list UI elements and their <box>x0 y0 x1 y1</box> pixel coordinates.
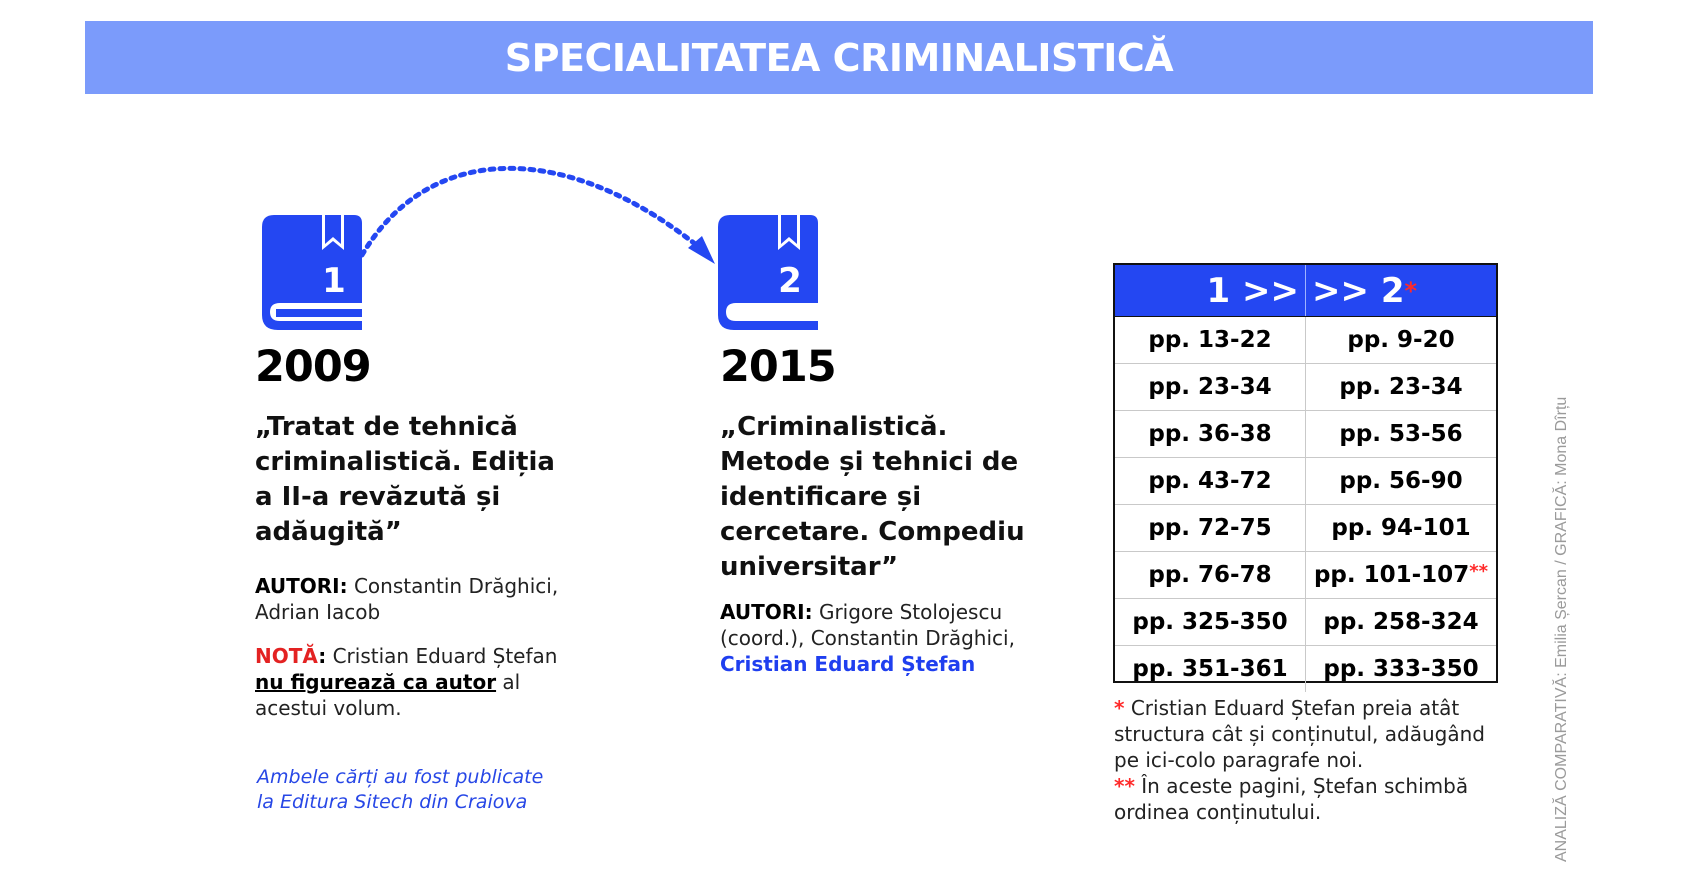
cell-text: pp. 56-90 <box>1339 468 1463 494</box>
publisher-note <box>257 765 543 815</box>
cell-book-2-pages <box>1306 364 1496 410</box>
title-line: Metode și tehnici de <box>720 447 1019 477</box>
book-1-note <box>255 643 585 721</box>
footnote-mark: * <box>1114 696 1125 720</box>
title-line: universitar” <box>720 552 899 582</box>
cell-book-1-pages: pp. 36-38 <box>1115 411 1306 457</box>
cell-book-2-pages <box>1306 599 1496 645</box>
footnote-mark: ** <box>1469 560 1489 582</box>
book-number: 2 <box>778 261 802 301</box>
title-line: a II-a revăzută și <box>255 482 501 512</box>
table-row <box>1115 317 1496 363</box>
publisher-note-line: la Editura Sitech din Craiova <box>257 791 528 813</box>
authors-text: Adrian Iacob <box>255 600 381 624</box>
cell-book-1-pages: pp. 76-78 <box>1115 552 1306 598</box>
cell-book-2-pages <box>1306 458 1496 504</box>
publisher-note-line: Ambele cărți au fost publicate <box>257 766 544 788</box>
table-row <box>1115 645 1496 692</box>
footnote-1 <box>1114 695 1514 773</box>
note-emphasis: nu figurează ca autor <box>255 670 497 694</box>
highlighted-author: Cristian Eduard Ștefan <box>720 652 976 676</box>
authors-text: Constantin Drăghici, <box>347 574 559 598</box>
table-header <box>1115 265 1496 317</box>
cell-book-1-pages: pp. 23-34 <box>1115 364 1306 410</box>
footnote-mark: ** <box>1114 774 1135 798</box>
header-book-2 <box>1306 265 1496 316</box>
cell-book-1-pages: pp. 325-350 <box>1115 599 1306 645</box>
authors-text: (coord.), Constantin Drăghici, <box>720 626 1015 650</box>
note-text: Cristian Eduard Ștefan <box>326 644 558 668</box>
book-1-icon <box>262 215 364 332</box>
table-body <box>1115 317 1496 692</box>
cell-text: pp. 333-350 <box>1323 656 1479 682</box>
cell-text: pp. 53-56 <box>1339 421 1463 447</box>
title-line: „Tratat de tehnică <box>255 412 518 442</box>
book-2-authors <box>720 599 1015 677</box>
book-1-title <box>255 410 555 550</box>
note-label: NOTĂ <box>255 644 319 668</box>
footnote-star: * <box>1404 276 1418 305</box>
note-text: al <box>496 670 521 694</box>
cell-book-2-pages <box>1306 552 1496 598</box>
authors-label: AUTORI: <box>255 574 348 598</box>
note-text: acestui volum. <box>255 696 402 720</box>
dotted-arrow-icon <box>350 160 730 270</box>
book-number: 1 <box>322 261 346 301</box>
title-line: cercetare. Compediu <box>720 517 1025 547</box>
cell-book-1-pages: pp. 43-72 <box>1115 458 1306 504</box>
cell-text: pp. 258-324 <box>1323 609 1479 635</box>
table-row <box>1115 363 1496 410</box>
authors-label: AUTORI: <box>720 600 813 624</box>
title-line: adăugită” <box>255 517 402 547</box>
title-line: „Criminalistică. <box>720 412 948 442</box>
cell-book-2-pages <box>1306 505 1496 551</box>
year-book-2: 2015 <box>720 342 836 392</box>
cell-book-1-pages: pp. 72-75 <box>1115 505 1306 551</box>
header-book-1: 1 >> <box>1115 265 1306 316</box>
cell-book-1-pages: pp. 13-22 <box>1115 317 1306 363</box>
cell-book-2-pages <box>1306 646 1496 692</box>
table-row <box>1115 504 1496 551</box>
table-row <box>1115 598 1496 645</box>
footnotes <box>1114 695 1514 825</box>
cell-text: pp. 9-20 <box>1347 327 1455 353</box>
note-colon: : <box>318 644 327 668</box>
book-1-authors <box>255 573 558 625</box>
cell-text: pp. 101-107 <box>1313 562 1470 588</box>
cell-text: pp. 23-34 <box>1339 374 1463 400</box>
cell-book-2-pages <box>1306 317 1496 363</box>
cell-book-1-pages: pp. 351-361 <box>1115 646 1306 692</box>
header-banner <box>85 21 1593 94</box>
credit-line: ANALIZĂ COMPARATIVĂ: Emilia Șercan / GRAFICĂ: Mona Dîrțu <box>1553 396 1570 862</box>
table-row <box>1115 410 1496 457</box>
table-row <box>1115 457 1496 504</box>
footnote-2 <box>1114 773 1514 825</box>
footnote-text: Cristian Eduard Ștefan preia atât structura cât și conținutul, adăugând pe ici-colo paragrafe noi. <box>1114 696 1485 772</box>
table-row <box>1115 551 1496 598</box>
title-line: identificare și <box>720 482 922 512</box>
header-book-2-label: >> 2 <box>1312 270 1405 311</box>
authors-text: Grigore Stolojescu <box>812 600 1003 624</box>
book-2-icon <box>718 215 820 332</box>
title-line: criminalistică. Ediția <box>255 447 555 477</box>
page-comparison-table <box>1113 263 1498 683</box>
footnote-text: În aceste pagini, Ștefan schimbă ordinea conținutului. <box>1114 774 1469 824</box>
year-book-1: 2009 <box>255 342 371 392</box>
page-title: SPECIALITATEA CRIMINALISTICĂ <box>504 35 1174 80</box>
cell-book-2-pages <box>1306 411 1496 457</box>
cell-text: pp. 94-101 <box>1331 515 1471 541</box>
book-2-title <box>720 410 1025 585</box>
